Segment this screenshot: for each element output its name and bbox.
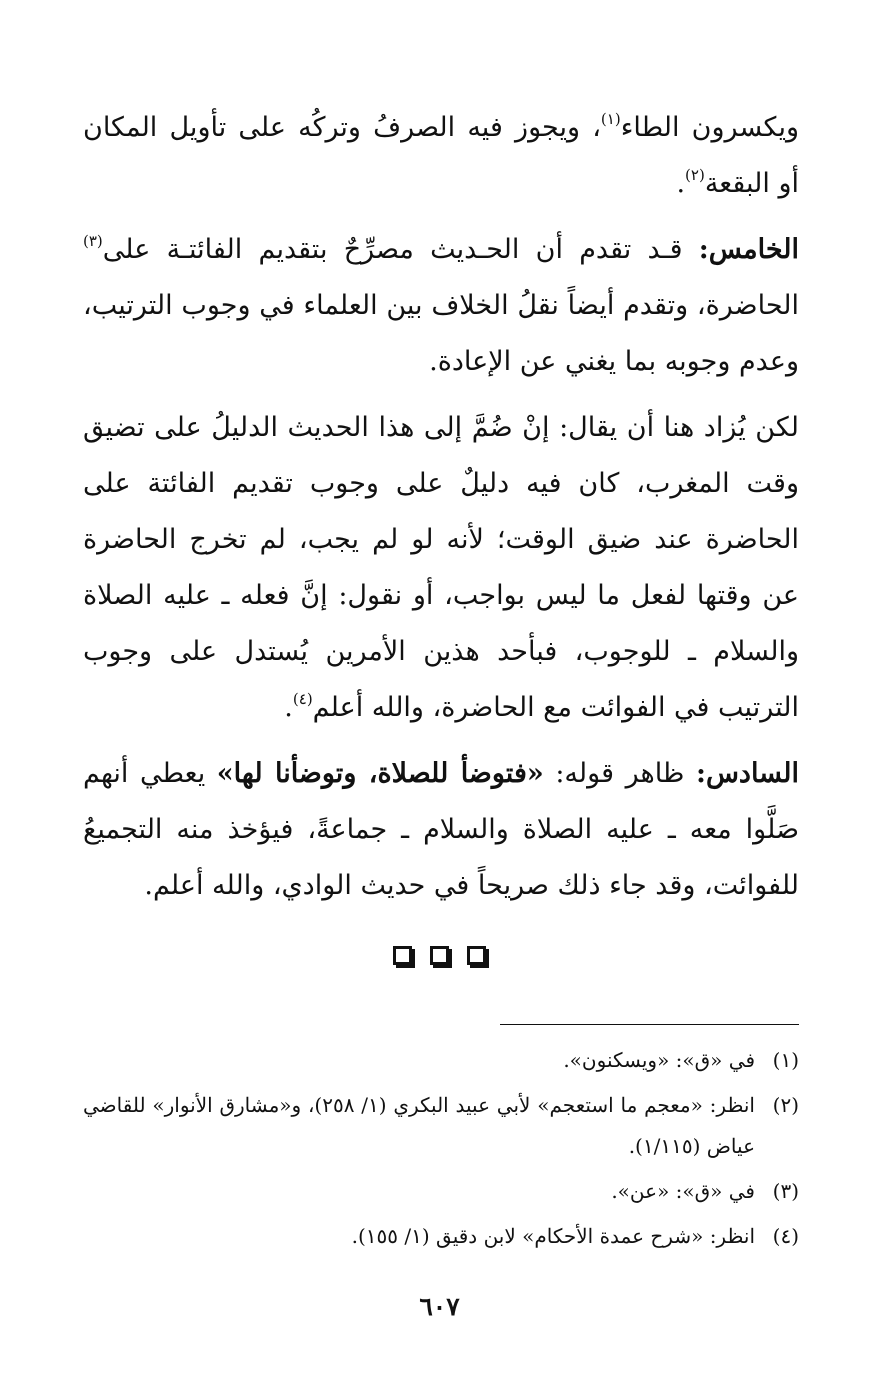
footnotes [83,1040,799,1257]
paragraph-4-text-b: يعطي أنهم صَلَّوا معه ـ عليه الصلاة والسلام ـ جماعةً، فيؤخذ منه التجميعُ للفوائت، وقد جاء ذلك صريحاً في حديث الوادي، والله أعلم. [83,758,799,901]
footnote-number: (٢) [772,1093,799,1117]
section-heading-sixth: السادس: [696,758,799,789]
main-text [83,100,799,914]
footnote-number: (١) [772,1048,799,1072]
paragraph-1 [83,100,799,212]
paragraph-1-text-c: . [676,168,686,199]
footnote-text: في «ق»: «عن». [611,1179,755,1203]
footnote-text: انظر: «شرح عمدة الأحكام» لابن دقيق (١/ ١٥٥). [351,1224,755,1248]
paragraph-3 [83,400,799,736]
section-heading-fifth: الخامس: [698,234,799,265]
paragraph-2-text-b: الحاضرة، وتقدم أيضاً نقلُ الخلاف بين العلماء في وجوب الترتيب، وعدم وجوبه بما يغني عن الإعادة. [83,290,799,377]
footnote-4 [83,1216,799,1257]
square-ornament-icon [467,946,486,965]
footnote-1 [83,1040,799,1081]
paragraph-2-text-a: قـد تقدم أن الحـديث مصرِّحٌ بتقديم الفائتـة على [102,234,699,265]
footnote-ref-2: (٢) [685,166,705,184]
footnote-ref-1: (١) [600,110,621,128]
page-number: ٦٠٧ [419,1292,460,1321]
paragraph-2 [83,222,799,390]
footnote-ref-3: (٣) [83,232,103,250]
footnote-divider [500,1024,799,1025]
square-ornament-icon [430,946,449,965]
square-ornament-icon [393,946,412,965]
hadith-quote: «فتوضأ للصلاة، وتوضأنا لها» [216,758,544,789]
footnote-3 [83,1171,799,1212]
footnote-number: (٤) [772,1224,799,1248]
paragraph-3-text-a: لكن يُزاد هنا أن يقال: إنْ ضُمَّ إلى هذا الحديث الدليلُ على تضيق وقت المغرب، كان فيه دليلٌ على وجوب تقديم الفائتة على الحاضرة عند ضيق الوقت؛ لأنه لو لم يجب، لم تخرج الحاضرة عن وقتها لفعل ما ليس بواجب، أو نقول: إنَّ فعله ـ عليه الصلاة والسلام ـ للوجوب، فبأحد هذين الأمرين يُستدل على وجوب الترتيب في الفوائت مع الحاضرة، والله أعلم [83,412,799,723]
paragraph-1-text-a: ويكسرون الطاء [620,112,800,143]
paragraph-4-text-a: ظاهر قوله: [543,758,696,789]
paragraph-3-text-b: . [284,692,293,723]
footnote-text: انظر: «معجم ما استعجم» لأبي عبيد البكري (١/ ٢٥٨)، و«مشارق الأنوار» للقاضي عياض (١/١١٥). [83,1093,755,1158]
footnote-number: (٣) [772,1179,799,1203]
section-separator [0,946,879,976]
footnote-text: في «ق»: «ويسكنون». [563,1048,755,1072]
paragraph-1-text-b: ، ويجوز فيه الصرفُ وتركُه على تأويل المكان أو البقعة [83,112,799,199]
paragraph-4 [83,746,799,914]
footnote-2 [83,1085,799,1167]
footnote-ref-4: (٤) [292,690,313,708]
